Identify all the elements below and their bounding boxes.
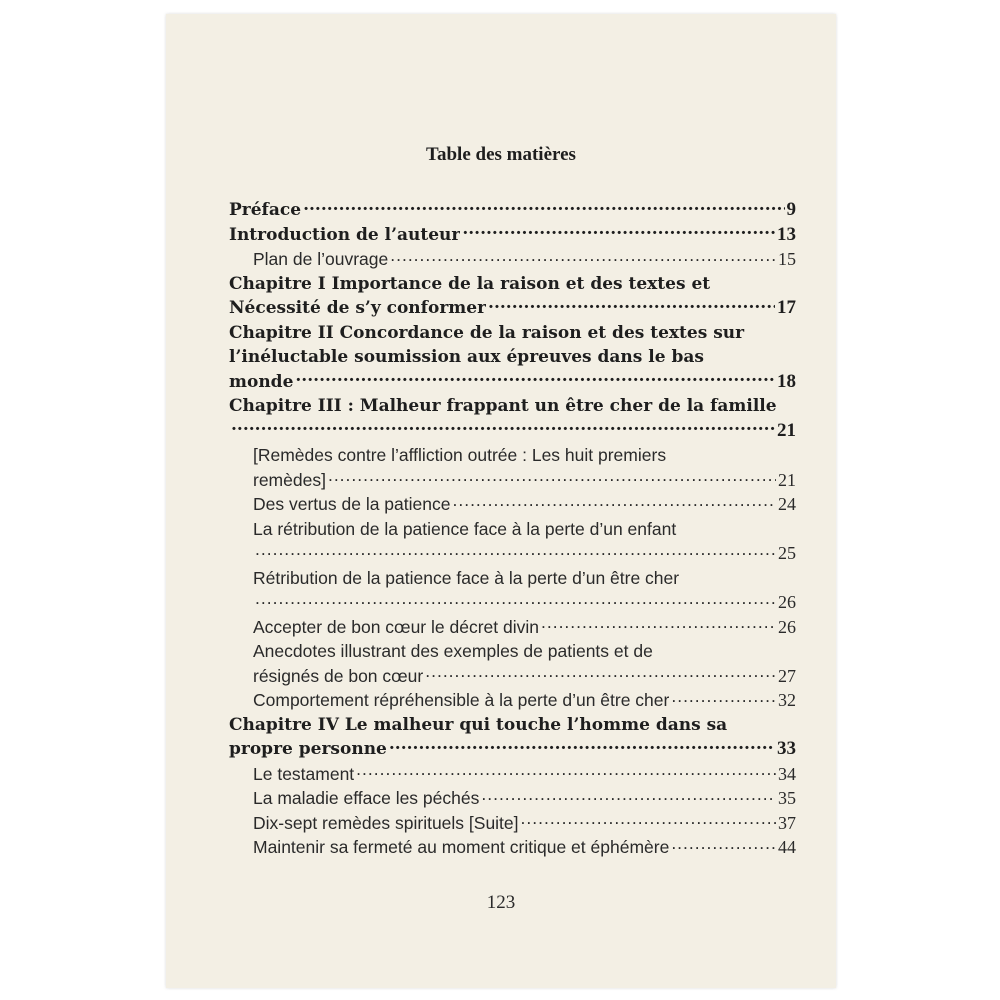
toc-entry-leader-line (229, 419, 796, 444)
toc-entry-leader-line (253, 468, 796, 493)
toc-entry-title-line: La rétribution de la patience face à la perte d’un enfant (253, 518, 677, 539)
toc-chapter-entry (229, 394, 796, 443)
toc-entry-leader-line (253, 541, 796, 566)
toc-section-entry (229, 517, 796, 566)
toc-entry-leader-line (229, 198, 796, 223)
dot-leader (231, 419, 775, 436)
toc-entry-page-number: 24 (778, 494, 796, 514)
dot-leader (462, 223, 775, 240)
toc-entry-title-line: Dix-sept remèdes spirituels [Suite] (253, 812, 519, 833)
book-page (166, 14, 836, 988)
toc-section-entry (229, 835, 796, 860)
dot-leader (255, 591, 776, 609)
toc-chapter-entry (229, 198, 796, 223)
toc-entry-title-line: Chapitre III : Malheur frappant un être cher de la famille (229, 396, 777, 416)
toc-entry-page-number: 9 (786, 199, 796, 220)
toc-entry-leader-line (253, 786, 796, 811)
toc-entry-page-number: 15 (778, 249, 796, 269)
toc-entry-title-line: Introduction de l’auteur (229, 224, 461, 245)
dot-leader (389, 737, 775, 754)
toc-entry-title-line: La maladie efface les péchés (253, 788, 480, 808)
toc-entry-page-number: 25 (778, 543, 796, 563)
toc-entry-page-number: 21 (777, 419, 796, 441)
toc-entry-leader-line (253, 811, 796, 836)
table-of-contents (229, 198, 796, 860)
dot-leader (452, 493, 776, 511)
dot-leader (255, 542, 776, 560)
toc-entry-page-number: 13 (777, 223, 796, 245)
toc-entry-page-number: 18 (777, 370, 796, 392)
toc-section-entry (229, 247, 796, 272)
toc-entry-leader-line (229, 370, 796, 395)
dot-leader (390, 248, 776, 266)
dot-leader (488, 296, 775, 313)
toc-entry-title-line: Préface (229, 200, 302, 220)
dot-leader (295, 370, 775, 387)
dot-leader (671, 836, 776, 854)
toc-entry-page-number: 26 (778, 592, 796, 612)
dot-leader (541, 615, 776, 633)
toc-entry-page-number: 26 (778, 616, 796, 637)
toc-entry-title-line: Chapitre I Importance de la raison et des textes et (229, 273, 711, 294)
toc-entry-leader-line (229, 296, 796, 321)
dot-leader (356, 762, 776, 780)
toc-entry-title-line: remèdes] (253, 469, 326, 490)
toc-entry-leader-line (229, 223, 796, 248)
dot-leader (671, 689, 776, 707)
toc-entry-page-number: 34 (778, 763, 796, 784)
toc-section-entry (229, 639, 796, 688)
toc-section-entry (229, 443, 796, 492)
toc-entry-title-line: Le testament (253, 763, 355, 784)
toc-entry-leader-line (253, 664, 796, 689)
toc-entry-page-number: 35 (778, 788, 796, 808)
toc-entry-title-line: Accepter de bon cœur le décret divin (253, 616, 539, 637)
toc-entry-title-line: Comportement répréhensible à la perte d’un être cher (253, 690, 670, 710)
toc-entry-leader-line (229, 737, 796, 762)
toc-chapter-entry (229, 321, 796, 395)
toc-chapter-entry (229, 272, 796, 321)
toc-entry-page-number: 37 (778, 812, 796, 833)
dot-leader (425, 664, 776, 682)
toc-section-entry (229, 688, 796, 713)
toc-section-entry (229, 492, 796, 517)
toc-entry-title-line: résignés de bon cœur (253, 665, 424, 686)
toc-entry-page-number: 17 (777, 297, 796, 318)
toc-entry-leader-line (253, 762, 796, 787)
toc-section-entry (229, 566, 796, 615)
toc-entry-page-number: 32 (778, 690, 796, 710)
toc-entry-leader-line (253, 835, 796, 860)
toc-entry-title-line: Maintenir sa fermeté au moment critique et éphémère (253, 837, 670, 857)
toc-entry-leader-line (253, 615, 796, 640)
dot-leader (481, 787, 776, 805)
toc-chapter-entry (229, 223, 796, 248)
toc-entry-leader-line (253, 247, 796, 272)
dot-leader (521, 811, 776, 829)
toc-section-entry (229, 615, 796, 640)
toc-entry-leader-line (253, 688, 796, 713)
toc-entry-page-number: 44 (778, 837, 796, 857)
toc-entry-title-line: Chapitre IV Le malheur qui touche l’homme dans sa (229, 714, 728, 735)
toc-entry-page-number: 21 (778, 469, 796, 490)
dot-leader (303, 198, 784, 215)
toc-entry-title-line: [Remèdes contre l’affliction outrée : Les huit premiers (253, 445, 667, 465)
toc-entry-title-line: Nécessité de s’y conformer (229, 298, 487, 318)
toc-section-entry (229, 762, 796, 787)
toc-entry-page-number: 33 (777, 738, 796, 759)
toc-section-entry (229, 811, 796, 836)
toc-entry-title-line: Des vertus de la patience (253, 494, 451, 514)
toc-entry-title-line: monde (229, 371, 294, 392)
toc-section-entry (229, 786, 796, 811)
toc-entry-leader-line (253, 492, 796, 517)
toc-entry-title-line: l’inéluctable soumission aux épreuves dans le bas (229, 347, 704, 367)
toc-entry-title-line: Plan de l’ouvrage (253, 249, 389, 269)
page-number: 123 (486, 892, 516, 913)
toc-entry-page-number: 27 (778, 665, 796, 686)
toc-entry-title-line: Chapitre II Concordance de la raison et des textes sur (229, 322, 745, 343)
toc-chapter-entry (229, 713, 796, 762)
page-title: Table des matières (426, 144, 576, 165)
toc-entry-title-line: Rétribution de la patience face à la perte d’un être cher (253, 567, 680, 588)
toc-entry-title-line: Anecdotes illustrant des exemples de patients et de (253, 641, 653, 661)
toc-entry-leader-line (253, 590, 796, 615)
toc-entry-title-line: propre personne (229, 739, 387, 759)
dot-leader (328, 468, 776, 486)
